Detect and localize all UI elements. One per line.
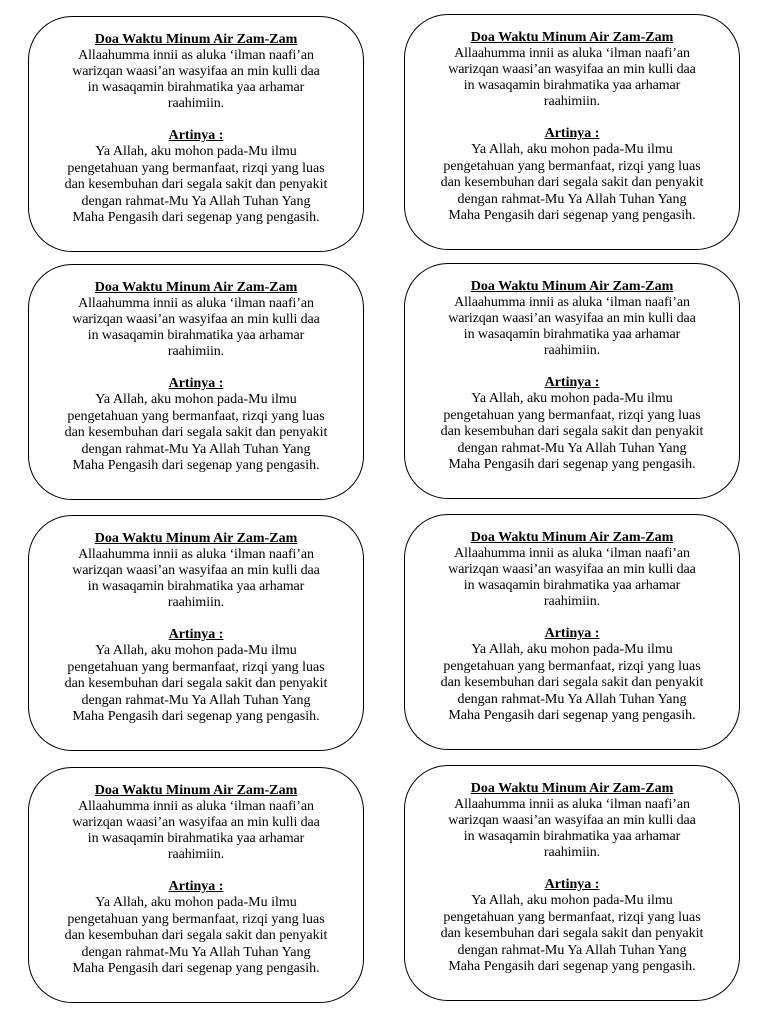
- card-title: Doa Waktu Minum Air Zam-Zam: [94, 280, 298, 295]
- meaning-line: dengan rahmat-Mu Ya Allah Tuhan Yang: [457, 191, 687, 207]
- meaning-line: Maha Pengasih dari segenap yang pengasih.: [72, 961, 320, 976]
- prayer-card: [404, 514, 740, 750]
- meaning-line: Ya Allah, aku mohon pada-Mu ilmu: [95, 144, 297, 159]
- latin-line: warizqan waasi’an wasyifaa an min kulli daa: [72, 64, 320, 79]
- latin-line: warizqan waasi’an wasyifaa an min kulli daa: [448, 813, 696, 828]
- meaning-line: Ya Allah, aku mohon pada-Mu ilmu: [471, 642, 673, 657]
- latin-line: raahimiin.: [543, 343, 601, 358]
- latin-text: [422, 295, 722, 359]
- meaning-line: dengan rahmat-Mu Ya Allah Tuhan Yang: [81, 441, 311, 457]
- meaning-line: pengetahuan yang bermanfaat, rizqi yang luas: [443, 658, 701, 674]
- latin-line: raahimiin.: [167, 344, 225, 359]
- meaning-line: pengetahuan yang bermanfaat, rizqi yang luas: [443, 158, 701, 174]
- latin-text: [46, 547, 346, 611]
- card-title: Doa Waktu Minum Air Zam-Zam: [94, 32, 298, 47]
- meaning-line: dengan rahmat-Mu Ya Allah Tuhan Yang: [457, 942, 687, 958]
- latin-line: Allaahumma innii as aluka ‘ilman naafi’an: [78, 547, 314, 562]
- latin-line: in wasaqamin birahmatika yaa arhamar: [463, 829, 681, 844]
- meaning-line: Ya Allah, aku mohon pada-Mu ilmu: [95, 392, 297, 407]
- meaning-line: Maha Pengasih dari segenap yang pengasih.: [448, 457, 696, 472]
- latin-line: raahimiin.: [167, 847, 225, 862]
- latin-line: in wasaqamin birahmatika yaa arhamar: [463, 578, 681, 593]
- meaning-line: Ya Allah, aku mohon pada-Mu ilmu: [95, 895, 297, 910]
- card-title: Doa Waktu Minum Air Zam-Zam: [94, 783, 298, 798]
- artinya-label: Artinya :: [544, 626, 600, 641]
- meaning-line: dengan rahmat-Mu Ya Allah Tuhan Yang: [81, 692, 311, 708]
- meaning-line: Maha Pengasih dari segenap yang pengasih.: [72, 210, 320, 225]
- meaning-line: dan kesembuhan dari segala sakit dan penyakit: [440, 175, 704, 190]
- latin-text: [46, 48, 346, 112]
- meaning-line: pengetahuan yang bermanfaat, rizqi yang luas: [443, 407, 701, 423]
- latin-line: raahimiin.: [543, 94, 601, 109]
- meaning-line: dan kesembuhan dari segala sakit dan penyakit: [440, 675, 704, 690]
- latin-line: raahimiin.: [543, 845, 601, 860]
- latin-line: in wasaqamin birahmatika yaa arhamar: [87, 579, 305, 594]
- card-title: Doa Waktu Minum Air Zam-Zam: [470, 781, 674, 796]
- latin-line: Allaahumma innii as aluka ‘ilman naafi’an: [454, 46, 690, 61]
- latin-text: [46, 799, 346, 863]
- latin-line: Allaahumma innii as aluka ‘ilman naafi’an: [454, 546, 690, 561]
- latin-line: warizqan waasi’an wasyifaa an min kulli daa: [72, 312, 320, 327]
- artinya-label: Artinya :: [168, 879, 224, 894]
- prayer-card: [28, 264, 364, 500]
- meaning-line: dan kesembuhan dari segala sakit dan penyakit: [64, 425, 328, 440]
- meaning-line: Ya Allah, aku mohon pada-Mu ilmu: [471, 142, 673, 157]
- artinya-label: Artinya :: [544, 375, 600, 390]
- meaning-text: [422, 142, 722, 225]
- meaning-line: dan kesembuhan dari segala sakit dan penyakit: [440, 424, 704, 439]
- latin-line: raahimiin.: [167, 96, 225, 111]
- latin-text: [422, 546, 722, 610]
- meaning-text: [46, 895, 346, 978]
- prayer-card: [28, 767, 364, 1003]
- latin-line: Allaahumma innii as aluka ‘ilman naafi’an: [454, 295, 690, 310]
- latin-line: in wasaqamin birahmatika yaa arhamar: [463, 78, 681, 93]
- meaning-line: Ya Allah, aku mohon pada-Mu ilmu: [95, 643, 297, 658]
- meaning-line: dan kesembuhan dari segala sakit dan penyakit: [440, 926, 704, 941]
- meaning-text: [422, 893, 722, 976]
- meaning-line: Maha Pengasih dari segenap yang pengasih.: [448, 208, 696, 223]
- meaning-line: dan kesembuhan dari segala sakit dan penyakit: [64, 928, 328, 943]
- artinya-label: Artinya :: [168, 376, 224, 391]
- artinya-label: Artinya :: [544, 126, 600, 141]
- latin-text: [46, 296, 346, 360]
- latin-line: warizqan waasi’an wasyifaa an min kulli daa: [448, 311, 696, 326]
- prayer-card: [404, 14, 740, 250]
- latin-text: [422, 797, 722, 861]
- latin-line: Allaahumma innii as aluka ‘ilman naafi’an: [78, 296, 314, 311]
- meaning-line: Ya Allah, aku mohon pada-Mu ilmu: [471, 391, 673, 406]
- artinya-label: Artinya :: [168, 128, 224, 143]
- latin-line: in wasaqamin birahmatika yaa arhamar: [87, 328, 305, 343]
- meaning-line: dan kesembuhan dari segala sakit dan penyakit: [64, 676, 328, 691]
- meaning-line: dengan rahmat-Mu Ya Allah Tuhan Yang: [457, 691, 687, 707]
- meaning-line: Maha Pengasih dari segenap yang pengasih.: [72, 709, 320, 724]
- latin-line: warizqan waasi’an wasyifaa an min kulli daa: [448, 62, 696, 77]
- meaning-line: pengetahuan yang bermanfaat, rizqi yang luas: [443, 909, 701, 925]
- latin-line: Allaahumma innii as aluka ‘ilman naafi’an: [78, 48, 314, 63]
- meaning-line: Ya Allah, aku mohon pada-Mu ilmu: [471, 893, 673, 908]
- card-title: Doa Waktu Minum Air Zam-Zam: [470, 530, 674, 545]
- latin-line: Allaahumma innii as aluka ‘ilman naafi’an: [78, 799, 314, 814]
- prayer-card: [28, 515, 364, 751]
- latin-line: in wasaqamin birahmatika yaa arhamar: [463, 327, 681, 342]
- latin-line: in wasaqamin birahmatika yaa arhamar: [87, 80, 305, 95]
- latin-line: raahimiin.: [543, 594, 601, 609]
- latin-line: warizqan waasi’an wasyifaa an min kulli daa: [448, 562, 696, 577]
- meaning-text: [422, 642, 722, 725]
- card-title: Doa Waktu Minum Air Zam-Zam: [470, 30, 674, 45]
- meaning-line: dan kesembuhan dari segala sakit dan penyakit: [64, 177, 328, 192]
- latin-line: raahimiin.: [167, 595, 225, 610]
- prayer-card: [28, 16, 364, 252]
- latin-line: warizqan waasi’an wasyifaa an min kulli daa: [72, 563, 320, 578]
- meaning-text: [46, 144, 346, 227]
- meaning-text: [46, 643, 346, 726]
- meaning-line: pengetahuan yang bermanfaat, rizqi yang luas: [67, 408, 325, 424]
- meaning-line: pengetahuan yang bermanfaat, rizqi yang luas: [67, 911, 325, 927]
- latin-text: [422, 46, 722, 110]
- meaning-line: Maha Pengasih dari segenap yang pengasih.: [72, 458, 320, 473]
- artinya-label: Artinya :: [168, 627, 224, 642]
- latin-line: in wasaqamin birahmatika yaa arhamar: [87, 831, 305, 846]
- meaning-line: dengan rahmat-Mu Ya Allah Tuhan Yang: [81, 944, 311, 960]
- card-title: Doa Waktu Minum Air Zam-Zam: [470, 279, 674, 294]
- prayer-card: [404, 263, 740, 499]
- meaning-text: [46, 392, 346, 475]
- meaning-line: dengan rahmat-Mu Ya Allah Tuhan Yang: [81, 193, 311, 209]
- meaning-line: dengan rahmat-Mu Ya Allah Tuhan Yang: [457, 440, 687, 456]
- card-title: Doa Waktu Minum Air Zam-Zam: [94, 531, 298, 546]
- meaning-line: Maha Pengasih dari segenap yang pengasih.: [448, 959, 696, 974]
- meaning-line: pengetahuan yang bermanfaat, rizqi yang luas: [67, 659, 325, 675]
- artinya-label: Artinya :: [544, 877, 600, 892]
- prayer-card: [404, 765, 740, 1001]
- latin-line: warizqan waasi’an wasyifaa an min kulli daa: [72, 815, 320, 830]
- meaning-line: Maha Pengasih dari segenap yang pengasih.: [448, 708, 696, 723]
- meaning-line: pengetahuan yang bermanfaat, rizqi yang luas: [67, 160, 325, 176]
- latin-line: Allaahumma innii as aluka ‘ilman naafi’an: [454, 797, 690, 812]
- meaning-text: [422, 391, 722, 474]
